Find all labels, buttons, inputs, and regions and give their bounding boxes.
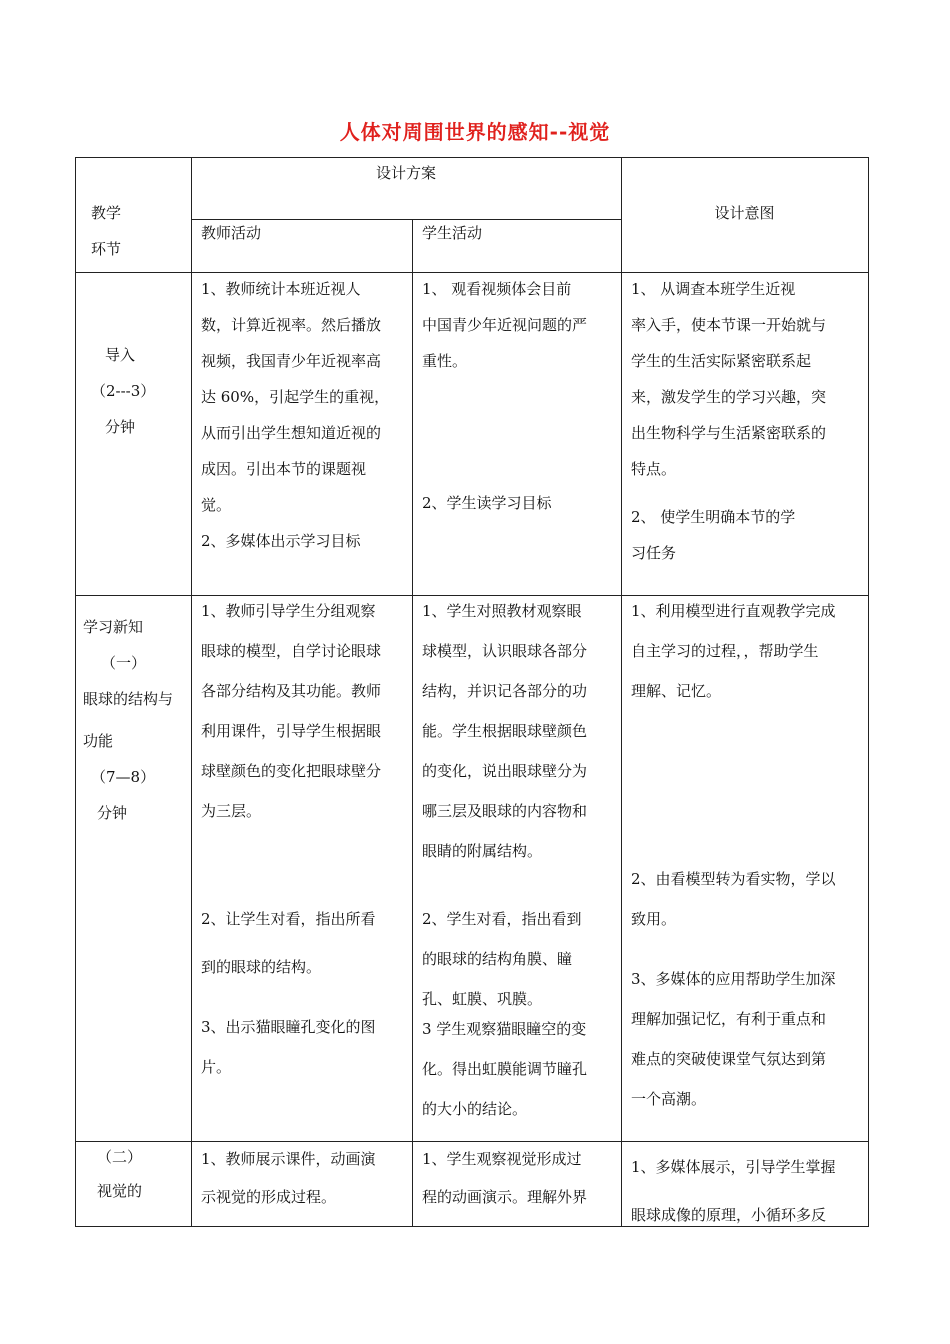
- header-student-activity: 学生活动: [422, 224, 483, 242]
- stage-text-line: （2---3）: [91, 382, 156, 400]
- teacher-text-line: 到的眼球的结构。: [201, 958, 322, 976]
- teacher-text-line: 3、出示猫眼瞳孔变化的图: [201, 1018, 376, 1036]
- col-line-3: [621, 157, 622, 1227]
- student-text-line: 的大小的结论。: [422, 1100, 528, 1118]
- teacher-text-line: 成因。引出本节的课题视: [201, 460, 367, 478]
- student-text-line: 1、 观看视频体会目前: [422, 280, 572, 298]
- student-text-line: 哪三层及眼球的内容物和: [422, 802, 588, 820]
- stage-text-line: （二）: [97, 1148, 143, 1166]
- student-text-line: 眼睛的附属结构。: [422, 842, 543, 860]
- header-stage-line1: 教学: [91, 204, 122, 222]
- table-border-bottom: [75, 1226, 869, 1227]
- col-line-2: [412, 219, 413, 1227]
- stage-text-line: 学习新知: [83, 618, 144, 636]
- teacher-text-line: 数，计算近视率。然后播放: [201, 316, 382, 334]
- teacher-text-line: 觉。: [201, 496, 232, 514]
- stage-text-line: （一）: [101, 654, 147, 672]
- row-line-3: [75, 1141, 869, 1142]
- stage-text-line: 视觉的: [97, 1182, 143, 1200]
- student-text-line: 球模型，认识眼球各部分: [422, 642, 588, 660]
- col-line-1: [191, 157, 192, 1227]
- intent-text-line: 来，激发学生的学习兴趣，突: [631, 388, 827, 406]
- teacher-text-line: 2、让学生对看，指出所看: [201, 910, 376, 928]
- teacher-text-line: 利用课件，引导学生根据眼: [201, 722, 382, 740]
- teacher-text-line: 1、教师统计本班近视人: [201, 280, 361, 298]
- stage-text-line: （7—8）: [91, 768, 156, 786]
- student-text-line: 2、学生对看，指出看到: [422, 910, 582, 928]
- teacher-text-line: 2、多媒体出示学习目标: [201, 532, 361, 550]
- header-teacher-activity: 教师活动: [201, 224, 262, 242]
- header-split-line: [191, 219, 621, 220]
- stage-text-line: 分钟: [97, 804, 128, 822]
- intent-text-line: 一个高潮。: [631, 1090, 707, 1108]
- row-line-1: [75, 272, 869, 273]
- intent-text-line: 理解、记忆。: [631, 682, 722, 700]
- teacher-text-line: 1、教师引导学生分组观察: [201, 602, 376, 620]
- teacher-text-line: 1、教师展示课件，动画演: [201, 1150, 376, 1168]
- student-text-line: 孔、虹膜、巩膜。: [422, 990, 543, 1008]
- table-border-right: [868, 157, 869, 1227]
- student-text-line: 能。学生根据眼球壁颜色: [422, 722, 588, 740]
- intent-text-line: 出生物科学与生活紧密联系的: [631, 424, 827, 442]
- header-stage-line2: 环节: [91, 240, 122, 258]
- intent-text-line: 特点。: [631, 460, 677, 478]
- intent-text-line: 1、利用模型进行直观教学完成: [631, 602, 836, 620]
- document-title: 人体对周围世界的感知--视觉: [339, 120, 611, 144]
- intent-text-line: 1、 从调查本班学生近视: [631, 280, 796, 298]
- intent-text-line: 3、多媒体的应用帮助学生加深: [631, 970, 836, 988]
- intent-text-line: 难点的突破使课堂气氛达到第: [631, 1050, 827, 1068]
- teacher-text-line: 为三层。: [201, 802, 262, 820]
- student-text-line: 2、学生读学习目标: [422, 494, 552, 512]
- teacher-text-line: 视频，我国青少年近视率高: [201, 352, 382, 370]
- student-text-line: 的变化，说出眼球壁分为: [422, 762, 588, 780]
- teacher-text-line: 片。: [201, 1058, 232, 1076]
- intent-text-line: 眼球成像的原理，小循环多反: [631, 1206, 827, 1224]
- intent-text-line: 率入手，使本节课一开始就与: [631, 316, 827, 334]
- teacher-text-line: 从而引出学生想知道近视的: [201, 424, 382, 442]
- student-text-line: 3 学生观察猫眼瞳空的变: [422, 1020, 587, 1038]
- intent-text-line: 2、由看模型转为看实物，学以: [631, 870, 836, 888]
- student-text-line: 1、学生观察视觉形成过: [422, 1150, 582, 1168]
- intent-text-line: 理解加强记忆，有利于重点和: [631, 1010, 827, 1028]
- intent-text-line: 学生的生活实际紧密联系起: [631, 352, 812, 370]
- header-design-intent: 设计意图: [714, 204, 775, 222]
- student-text-line: 的眼球的结构角膜、瞳: [422, 950, 573, 968]
- student-text-line: 程的动画演示。理解外界: [422, 1188, 588, 1206]
- teacher-text-line: 示视觉的形成过程。: [201, 1188, 337, 1206]
- row-line-2: [75, 595, 869, 596]
- student-text-line: 结构，并识记各部分的功: [422, 682, 588, 700]
- stage-text-line: 功能: [83, 732, 114, 750]
- student-text-line: 化。得出虹膜能调节瞳孔: [422, 1060, 588, 1078]
- table-border-left: [75, 157, 76, 1227]
- lesson-plan-table: [75, 157, 869, 1227]
- header-design-plan: 设计方案: [375, 164, 436, 182]
- intent-text-line: 习任务: [631, 544, 677, 562]
- stage-text-line: 导入: [105, 346, 136, 364]
- student-text-line: 1、学生对照教材观察眼: [422, 602, 582, 620]
- stage-text-line: 眼球的结构与: [83, 690, 174, 708]
- intent-text-line: 1、多媒体展示，引导学生掌握: [631, 1158, 836, 1176]
- teacher-text-line: 眼球的模型，自学讨论眼球: [201, 642, 382, 660]
- stage-text-line: 分钟: [105, 418, 136, 436]
- teacher-text-line: 达 60%，引起学生的重视，: [201, 388, 390, 406]
- intent-text-line: 2、 使学生明确本节的学: [631, 508, 796, 526]
- table-border-top: [75, 157, 869, 158]
- teacher-text-line: 各部分结构及其功能。教师: [201, 682, 382, 700]
- student-text-line: 中国青少年近视问题的严: [422, 316, 588, 334]
- intent-text-line: 致用。: [631, 910, 677, 928]
- student-text-line: 重性。: [422, 352, 468, 370]
- teacher-text-line: 球壁颜色的变化把眼球壁分: [201, 762, 382, 780]
- intent-text-line: 自主学习的过程，，帮助学生: [631, 642, 819, 660]
